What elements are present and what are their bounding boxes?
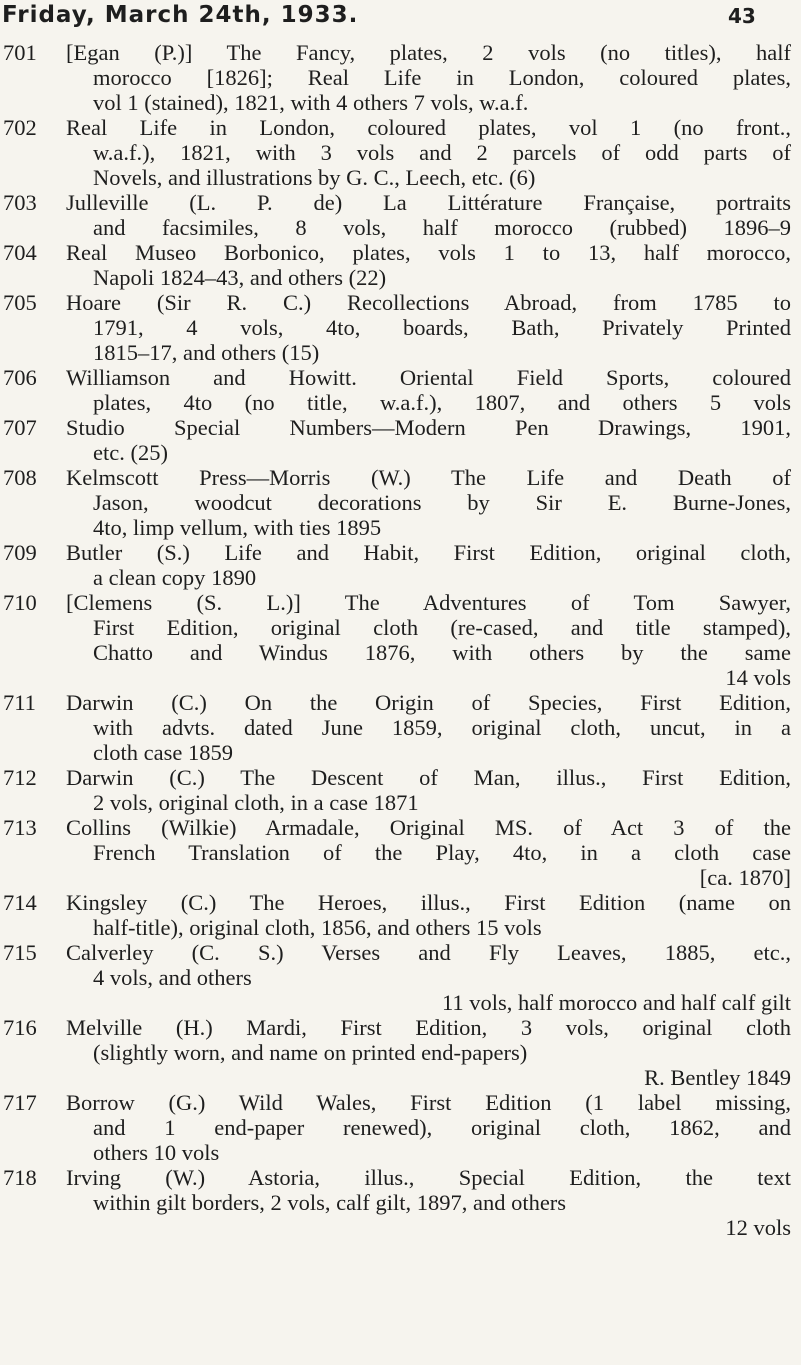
lot-description bbox=[66, 590, 791, 690]
lot-line: First Edition, original cloth (re-cased, and title stamped), bbox=[93, 615, 791, 640]
lot-number: 716 bbox=[3, 1015, 37, 1040]
lot-line: (slightly worn, and name on printed end-papers) bbox=[93, 1040, 528, 1065]
lot-line: Kingsley (C.) The Heroes, illus., First Edition (name on bbox=[66, 890, 791, 915]
lot-line-group bbox=[66, 915, 791, 940]
lot-description bbox=[66, 190, 791, 240]
lot-line: Chatto and Windus 1876, with others by the same bbox=[93, 640, 791, 665]
lot-line: and 1 end-paper renewed), original cloth, 1862, and bbox=[93, 1115, 791, 1140]
lot-line: Collins (Wilkie) Armadale, Original MS. of Act 3 of the bbox=[66, 815, 791, 840]
lot-description bbox=[66, 40, 791, 115]
lot-quantity: 7 vols, w.a.f. bbox=[413, 90, 529, 115]
lot-quantity: 12 vols bbox=[725, 1215, 791, 1240]
lot-description bbox=[66, 890, 791, 940]
lot-line-group bbox=[66, 565, 791, 590]
lot-quantity: (25) bbox=[130, 440, 168, 465]
lot-number: 709 bbox=[3, 540, 37, 565]
lot-line: Calverley (C. S.) Verses and Fly Leaves, 1885, etc., bbox=[66, 940, 791, 965]
lot-line: cloth case bbox=[93, 740, 183, 765]
lot-quantity: 15 vols bbox=[476, 915, 542, 940]
lot-line: [Clemens (S. L.)] The Adventures of Tom Sawyer, bbox=[66, 590, 791, 615]
lot-date: 1890 bbox=[211, 565, 257, 590]
lot-number: 705 bbox=[3, 290, 37, 315]
lot-line: Melville (H.) Mardi, First Edition, 3 vols, original cloth bbox=[66, 1015, 791, 1040]
lot-date: 1871 bbox=[373, 790, 419, 815]
lot-line: Darwin (C.) On the Origin of Species, First Edition, bbox=[66, 690, 791, 715]
lot-description bbox=[66, 290, 791, 365]
lot-description bbox=[66, 690, 791, 765]
lot-quantity: (22) bbox=[348, 265, 387, 290]
lot-line-group bbox=[66, 340, 791, 365]
lot-line: Julleville (L. P. de) La Littérature Française, portraits bbox=[66, 190, 791, 215]
lot-line: 1791, 4 vols, 4to, boards, Bath, Privately Printed bbox=[93, 315, 791, 340]
page-number: 43 bbox=[728, 4, 756, 28]
lot-description bbox=[66, 465, 791, 540]
lot-line: vol 1 (stained), 1821, with 4 others bbox=[93, 90, 408, 115]
lot-line: Darwin (C.) The Descent of Man, illus., First Edition, bbox=[66, 765, 791, 790]
lot-description bbox=[66, 240, 791, 290]
lot-line-group bbox=[66, 165, 791, 190]
lot-number: 702 bbox=[3, 115, 37, 140]
lot-number: 704 bbox=[3, 240, 37, 265]
lot-line: Novels, and illustrations by G. C., Leech, etc. bbox=[93, 165, 504, 190]
lot-line: 4 vols, and others bbox=[93, 965, 252, 990]
lot-number: 713 bbox=[3, 815, 37, 840]
lot-line: Butler (S.) Life and Habit, First Edition, original cloth, bbox=[66, 540, 791, 565]
lot-description bbox=[66, 815, 791, 890]
lot-line: and facsimiles, 8 vols, half morocco (rubbed) 1896–9 bbox=[93, 215, 791, 240]
lot-line: French Translation of the Play, 4to, in a cloth case bbox=[93, 840, 791, 865]
lot-description bbox=[66, 115, 791, 190]
lot-description bbox=[66, 415, 791, 465]
lot-line: Studio Special Numbers—Modern Pen Drawings, 1901, bbox=[66, 415, 791, 440]
lot-number: 706 bbox=[3, 365, 37, 390]
lot-number: 708 bbox=[3, 465, 37, 490]
lot-quantity: 10 vols bbox=[153, 1140, 220, 1165]
lot-number: 711 bbox=[3, 690, 36, 715]
lot-date: [ca. 1870] bbox=[699, 865, 791, 890]
lot-line-group bbox=[66, 740, 791, 765]
lot-date: 1895 bbox=[336, 515, 382, 540]
lot-description bbox=[66, 1015, 791, 1090]
lot-description bbox=[66, 540, 791, 590]
lot-line: half-title), original cloth, 1856, and others bbox=[93, 915, 471, 940]
lot-line: [Egan (P.)] The Fancy, plates, 2 vols (no titles), half bbox=[66, 40, 791, 65]
lot-line: a clean copy bbox=[93, 565, 206, 590]
lot-line: Irving (W.) Astoria, illus., Special Edition, the text bbox=[66, 1165, 791, 1190]
lot-description bbox=[66, 940, 791, 1015]
lot-line: 1815–17, and others bbox=[93, 340, 277, 365]
lot-number: 714 bbox=[3, 890, 37, 915]
lot-line: Kelmscott Press—Morris (W.) The Life and Death of bbox=[66, 465, 791, 490]
lot-quantity: 11 vols, half morocco and half calf gilt bbox=[441, 990, 791, 1015]
lot-number: 712 bbox=[3, 765, 37, 790]
lot-number: 718 bbox=[3, 1165, 37, 1190]
sale-date: Friday, March 24th, 1933. bbox=[2, 2, 359, 28]
lot-line: Real Museo Borbonico, plates, vols 1 to 13, half morocco, bbox=[66, 240, 791, 265]
lot-line-group bbox=[66, 1140, 791, 1165]
lot-line-group bbox=[66, 90, 791, 115]
lot-line: 2 vols, original cloth, in a case bbox=[93, 790, 368, 815]
lot-description bbox=[66, 765, 791, 815]
lot-line: within gilt borders, 2 vols, calf gilt, 1897, and others bbox=[93, 1190, 567, 1215]
lot-line: plates, 4to (no title, w.a.f.), 1807, and others 5 vols bbox=[93, 390, 791, 415]
lot-publisher: R. Bentley 1849 bbox=[644, 1065, 791, 1090]
lot-line: others bbox=[93, 1140, 148, 1165]
lot-date: 1859 bbox=[187, 740, 233, 765]
lot-number: 717 bbox=[3, 1090, 37, 1115]
lot-line: 4to, limp vellum, with ties bbox=[93, 515, 331, 540]
lot-line: Real Life in London, coloured plates, vol 1 (no front., bbox=[66, 115, 791, 140]
lot-line: w.a.f.), 1821, with 3 vols and 2 parcels of odd parts of bbox=[93, 140, 791, 165]
lot-number: 703 bbox=[3, 190, 37, 215]
lot-line-group bbox=[66, 440, 791, 465]
lot-line: morocco [1826]; Real Life in London, coloured plates, bbox=[93, 65, 791, 90]
lot-description bbox=[66, 1165, 791, 1240]
lot-line: Borrow (G.) Wild Wales, First Edition (1 label missing, bbox=[66, 1090, 791, 1115]
lot-number: 715 bbox=[3, 940, 37, 965]
lot-quantity: (15) bbox=[281, 340, 320, 365]
lot-line-group bbox=[66, 265, 791, 290]
lot-quantity: (6) bbox=[509, 165, 536, 190]
lot-line: Napoli 1824–43, and others bbox=[93, 265, 343, 290]
lot-number: 707 bbox=[3, 415, 37, 440]
lot-line: Hoare (Sir R. C.) Recollections Abroad, from 1785 to bbox=[66, 290, 791, 315]
lot-line: with advts. dated June 1859, original cloth, uncut, in a bbox=[93, 715, 791, 740]
lot-line: Jason, woodcut decorations by Sir E. Burne-Jones, bbox=[93, 490, 791, 515]
lot-description bbox=[66, 1090, 791, 1165]
lot-line-group bbox=[66, 515, 791, 540]
lot-number: 701 bbox=[3, 40, 37, 65]
running-head bbox=[0, 0, 801, 40]
lot-line-group bbox=[66, 790, 791, 815]
lot-description bbox=[66, 365, 791, 415]
lot-line: etc. bbox=[93, 440, 125, 465]
lot-number: 710 bbox=[3, 590, 37, 615]
lot-line: Williamson and Howitt. Oriental Field Sports, coloured bbox=[66, 365, 791, 390]
lot-quantity: 14 vols bbox=[725, 665, 791, 690]
